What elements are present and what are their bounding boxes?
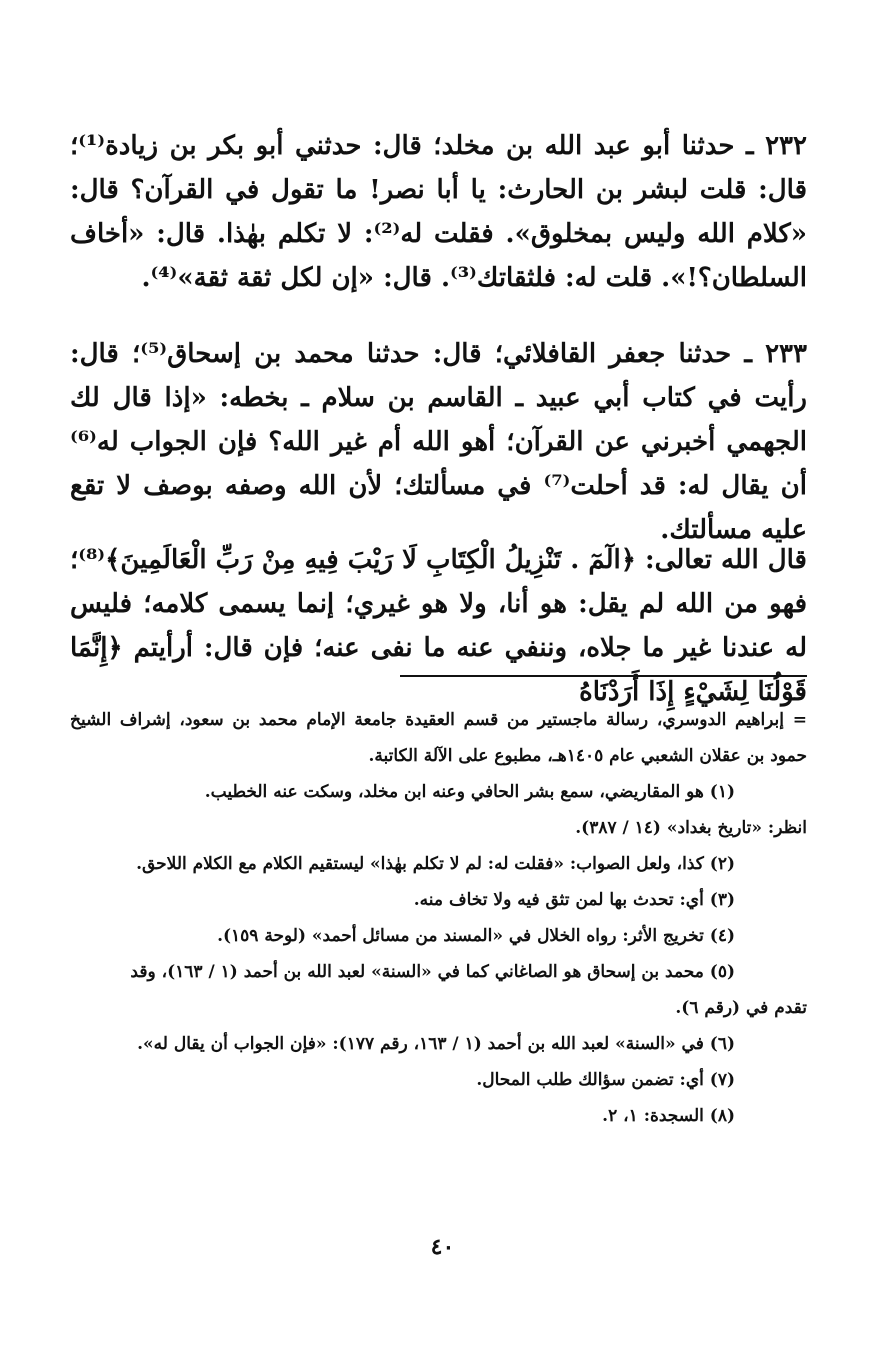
footnote-8: (٨) السجدة: ١، ٢. [602,1106,735,1126]
footnote-1-reference: انظر: «تاريخ بغداد» (١٤ / ٣٨٧). [575,818,807,838]
footnote-3: (٣) أي: تحدث بها لمن تثق فيه ولا تخاف منه. [413,890,735,910]
footnote-7: (٧) أي: تضمن سؤالك طلب المحال. [476,1070,735,1090]
paragraph-233: ٢٣٣ ـ حدثنا جعفر القافلائي؛ قال: حدثنا محمد بن إسحاق⁽⁵⁾؛ قال: رأيت في كتاب أبي عبيد ـ القاسم بن سلام ـ بخطه: «إذا قال لك الجهمي أخبرني عن القرآن؛ أهو الله أم غير الله؟ فإن الجواب له⁽⁶⁾ أن يقال له: قد أحلت⁽⁷⁾ في مسألتك؛ لأن الله وصفه بوصف لا تقع عليه مسألتك. [70,339,807,545]
footnote-continuation: = إبراهيم الدوسري، رسالة ماجستير من قسم العقيدة جامعة الإمام محمد بن سعود، إشراف الشيخ حمود بن عقلان الشعبي عام ١٤٠٥هـ، مطبوع على الآلة الكاتبة. [70,710,807,766]
footnote-5-continuation: تقدم في (رقم ٦). [675,998,807,1018]
footnote-4: (٤) تخريج الأثر: رواه الخلال في «المسند من مسائل أحمد» (لوحة ١٥٩). [217,926,735,946]
page-number: ٤٠ [430,1234,455,1260]
paragraph-232: ٢٣٢ ـ حدثنا أبو عبد الله بن مخلد؛ قال: حدثني أبو بكر بن زيادة⁽¹⁾؛ قال: قلت لبشر بن الحارث: يا أبا نصر! ما تقول في القرآن؟ قال: «كلام الله وليس بمخلوق». فقلت له⁽²⁾: لا تكلم بهٰذا. قال: «أخاف السلطان؟!». قلت له: فلثقاتك⁽³⁾. قال: «إن لكل ثقة ثقة»⁽⁴⁾. [70,131,807,293]
footnote-separator [400,675,807,677]
footnotes [70,702,807,1134]
footnote-6: (٦) في «السنة» لعبد الله بن أحمد (١ / ١٦٣، رقم ١٧٧): «فإن الجواب أن يقال له». [137,1034,735,1054]
footnote-1: (١) هو المقاريضي، سمع بشر الحافي وعنه ابن مخلد، وسكت عنه الخطيب. [204,782,735,802]
footnote-2: (٢) كذا، ولعل الصواب: «فقلت له: لم لا تكلم بهٰذا» ليستقيم الكلام مع الكلام اللاحق. [136,854,735,874]
paragraph-quran-quote: قال الله تعالى: ﴿الٓمٓ . تَنْزِيلُ الْكِتَابِ لَا رَيْبَ فِيهِ مِنْ رَبِّ الْعَالَمِينَ﴾⁽⁸⁾؛ فهو من الله لم يقل: هو أنا، ولا هو غيري؛ إنما يسمى كلامه؛ فليس له عندنا غير ما جلاه، وننفي عنه ما نفى عنه؛ فإن قال: أرأيتم ﴿إِنَّمَا قَوْلُنَا لِشَيْءٍ إِذَا أَرَدْنَاهُ [70,545,807,707]
footnote-5: (٥) محمد بن إسحاق هو الصاغاني كما في «السنة» لعبد الله بن أحمد (١ / ١٦٣)، وقد [130,962,735,982]
